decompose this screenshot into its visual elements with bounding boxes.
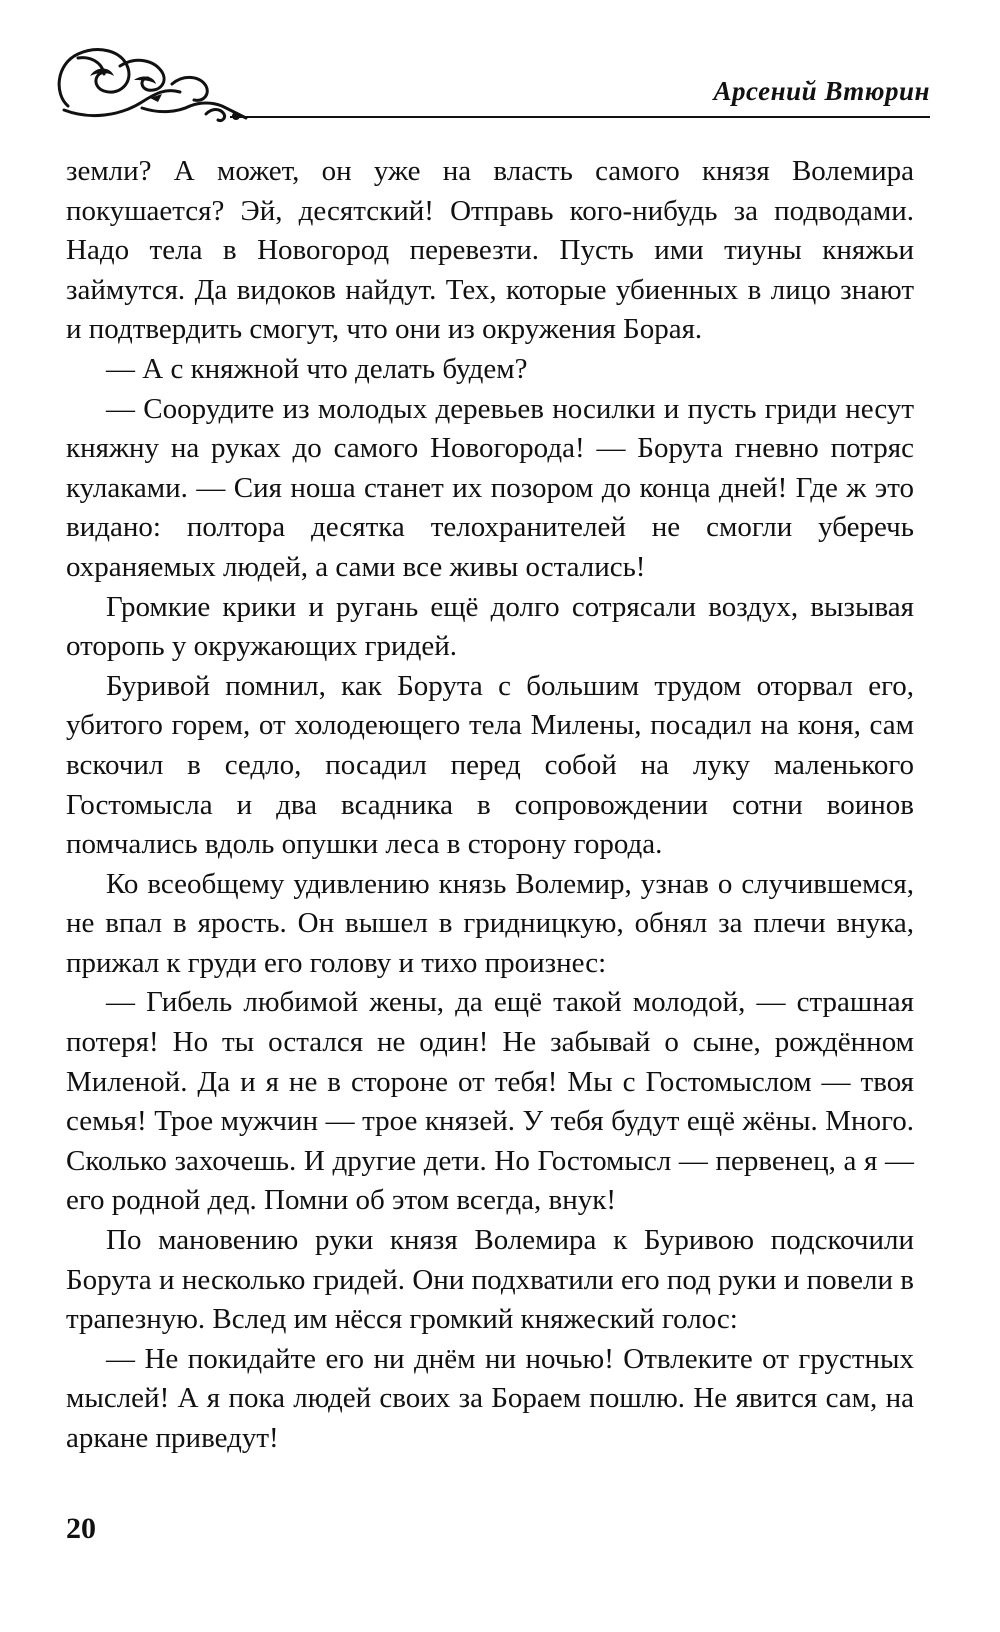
paragraph: По мановению руки князя Волемира к Буривою подскочили Борута и несколько гридей. Они подхватили его под руки и повели в трапезную. Вслед им нёсся громкий княжеский голос: xyxy=(66,1224,914,1336)
paragraph: Буривой помнил, как Борута с большим трудом оторвал его, убитого горем, от холодеющего тела Милены, посадил на коня, сам вскочил в седло, посадил перед собой на луку маленького Гостомысла и два всадника в сопровождении сотни воинов помчались вдоль опушки леса в сторону города. xyxy=(66,669,914,861)
paragraph: — Гибель любимой жены, да ещё такой молодой, — страшная потеря! Но ты остался не один! Не забывай о сыне, рождённом Миленой. Да и я не в стороне от тебя! Мы с Гостомыслом — твоя семья! Трое мужчин — трое князей. У тебя будут ещё жёны. Много. Сколько захочешь. И другие дети. Но Гостомысл — первенец, а я — его родной дед. Помни об этом всегда, внук! xyxy=(66,986,914,1217)
page-header xyxy=(50,36,930,126)
paragraph: — Соорудите из молодых деревьев носилки и пусть гриди несут княжну на руках до самого Новогорода! — Борута гневно потряс кулаками. — Сия ноша станет их позором до конца дней! Где ж это видано: полтора десятка телохранителей не смогли уберечь охраняемых людей, а сами все живы остались! xyxy=(66,392,914,583)
page-number: 20 xyxy=(66,1512,96,1545)
header-rule xyxy=(230,116,930,118)
ornament-scroll-icon xyxy=(50,36,250,126)
paragraph: — Не покидайте его ни днём ни ночью! Отвлеките от грустных мыслей! А я пока людей своих за Бораем пошлю. Не явится сам, на аркане приведут! xyxy=(66,1342,914,1454)
paragraph: Громкие крики и ругань ещё долго сотрясали воздух, вызывая оторопь у окружающих гридей. xyxy=(66,590,914,663)
paragraph: — А с княжной что делать будем? xyxy=(106,352,528,385)
paragraph: Ко всеобщему удивлению князь Волемир, узнав о случившемся, не впал в ярость. Он вышел в гридницкую, обнял за плечи внука, прижал к груди его голову и тихо произнес: xyxy=(66,867,914,979)
running-head-author: Арсений Втюрин xyxy=(713,76,930,106)
body-text xyxy=(66,152,914,1459)
paragraph: земли? А может, он уже на власть самого князя Волемира покушается? Эй, десятский! Отправь кого-нибудь за подводами. Надо тела в Новогород перевезти. Пусть ими тиуны княжьи займутся. Да видоков найдут. Тех, которые убиенных в лицо знают и подтвердить смогут, что они из окружения Борая. xyxy=(66,155,914,346)
